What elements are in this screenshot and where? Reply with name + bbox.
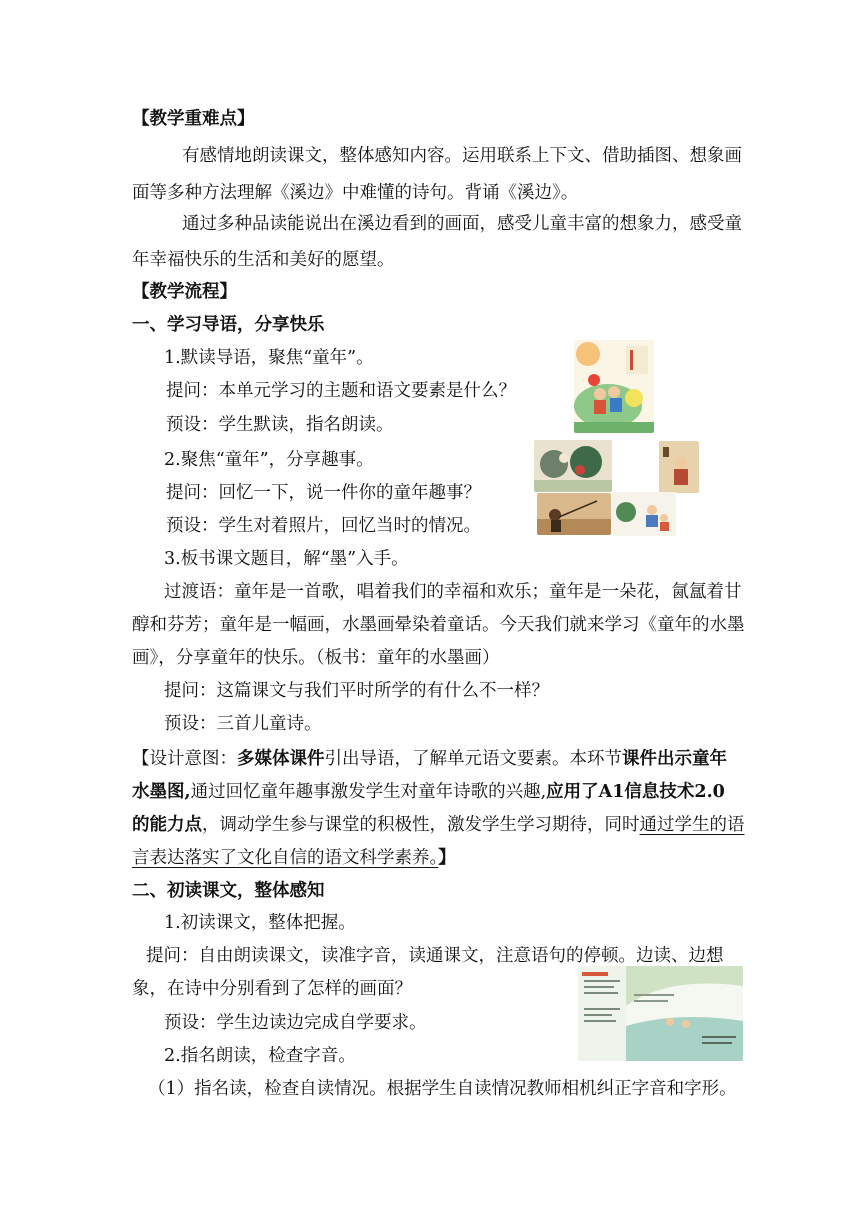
design-intent-text2: 通过回忆童年趣事激发学生对童年诗歌的兴趣, [190,782,547,802]
design-intent-underline1: 通过学生的语 [639,815,745,835]
design-intent-open: 【设计意图： [132,749,237,769]
section1-transition-line3: 画》，分享童年的快乐。（板书：童年的水墨画） [132,648,500,668]
design-intent-line3 [132,813,745,837]
section1-title: 一、学习导语，分享快乐 [132,315,325,335]
design-intent-line1 [132,747,727,771]
childhood-painting-1 [534,440,612,492]
section2-item1: 1.初读课文，整体把握。 [164,913,356,933]
section2-title: 二、初读课文，整体感知 [132,881,325,901]
heading-process: 【教学流程】 [132,282,237,302]
design-intent-text3: ，调动学生参与课堂的积极性，激发学生学习期待，同时 [202,815,640,835]
section1-answer1: 预设：学生默读，指名朗读。 [166,415,394,435]
section2-sub1: （1）指名读，检查自读情况。根据学生自读情况教师相机纠正字音和字形。 [148,1079,737,1099]
design-intent-courseware: 课件出示童年 [622,749,727,769]
design-intent-close: 】 [438,848,456,868]
difficulty-p2-line1: 通过多种品读能说出在溪边看到的画面，感受儿童丰富的想象力，感受童 [182,214,742,234]
section2-question1-line1: 提问：自由朗读课文，读准字音，读通课文，注意语句的停顿。边读、边想 [146,946,724,966]
difficulty-p2-line2: 年幸福快乐的生活和美好的愿望。 [132,250,395,270]
design-intent-line4 [132,846,456,870]
section1-question2: 提问：回忆一下，说一件你的童年趣事？ [166,483,481,503]
section2-item2: 2.指名朗读，检查字音。 [164,1046,356,1066]
textbook-page-illustration [578,966,743,1061]
section1-answer3: 预设：三首儿童诗。 [164,714,322,734]
childhood-painting-3 [537,493,611,535]
section1-item1: 1.默读导语，聚焦“童年”。 [164,348,374,368]
section1-item2: 2.聚焦“童年”，分享趣事。 [164,450,374,470]
section2-question1-line2: 象，在诗中分别看到了怎样的画面？ [132,979,412,999]
childhood-painting-4 [612,492,676,536]
heading-difficulty: 【教学重难点】 [132,109,255,129]
design-intent-ink-painting: 水墨图, [132,782,191,802]
difficulty-p1-line1: 有感情地朗读课文，整体感知内容。运用联系上下文、借助插图、想象画 [182,146,742,166]
design-intent-multimedia: 多媒体课件 [237,749,325,769]
childhood-painting-2 [659,441,699,493]
design-intent-a1-tech: 应用了A1信息技术2.0 [546,782,725,802]
section2-answer1: 预设：学生边读边完成自学要求。 [164,1013,427,1033]
section1-question3: 提问：这篇课文与我们平时所学的有什么不一样？ [164,681,549,701]
difficulty-p1-line2: 面等多种方法理解《溪边》中难懂的诗句。背诵《溪边》。 [132,183,579,203]
design-intent-ability: 的能力点 [132,815,202,835]
design-intent-line2 [132,780,725,804]
design-intent-underline2: 言表达落实了文化自信的语文科学素养。 [132,848,439,868]
section1-transition-line2: 醇和芬芳；童年是一幅画，水墨画晕染着童话。今天我们就来学习《童年的水墨 [132,615,745,635]
design-intent-text1: 引出导语，了解单元语文要素。本环节 [324,749,622,769]
unit-intro-illustration [574,340,654,433]
section1-answer2: 预设：学生对着照片，回忆当时的情况。 [166,516,481,536]
section1-item3: 3.板书课文题目，解“墨”入手。 [164,549,409,569]
section1-question1: 提问：本单元学习的主题和语文要素是什么？ [166,381,516,401]
section1-transition-line1: 过渡语：童年是一首歌，唱着我们的幸福和欢乐；童年是一朵花，氤氲着甘 [164,582,742,602]
